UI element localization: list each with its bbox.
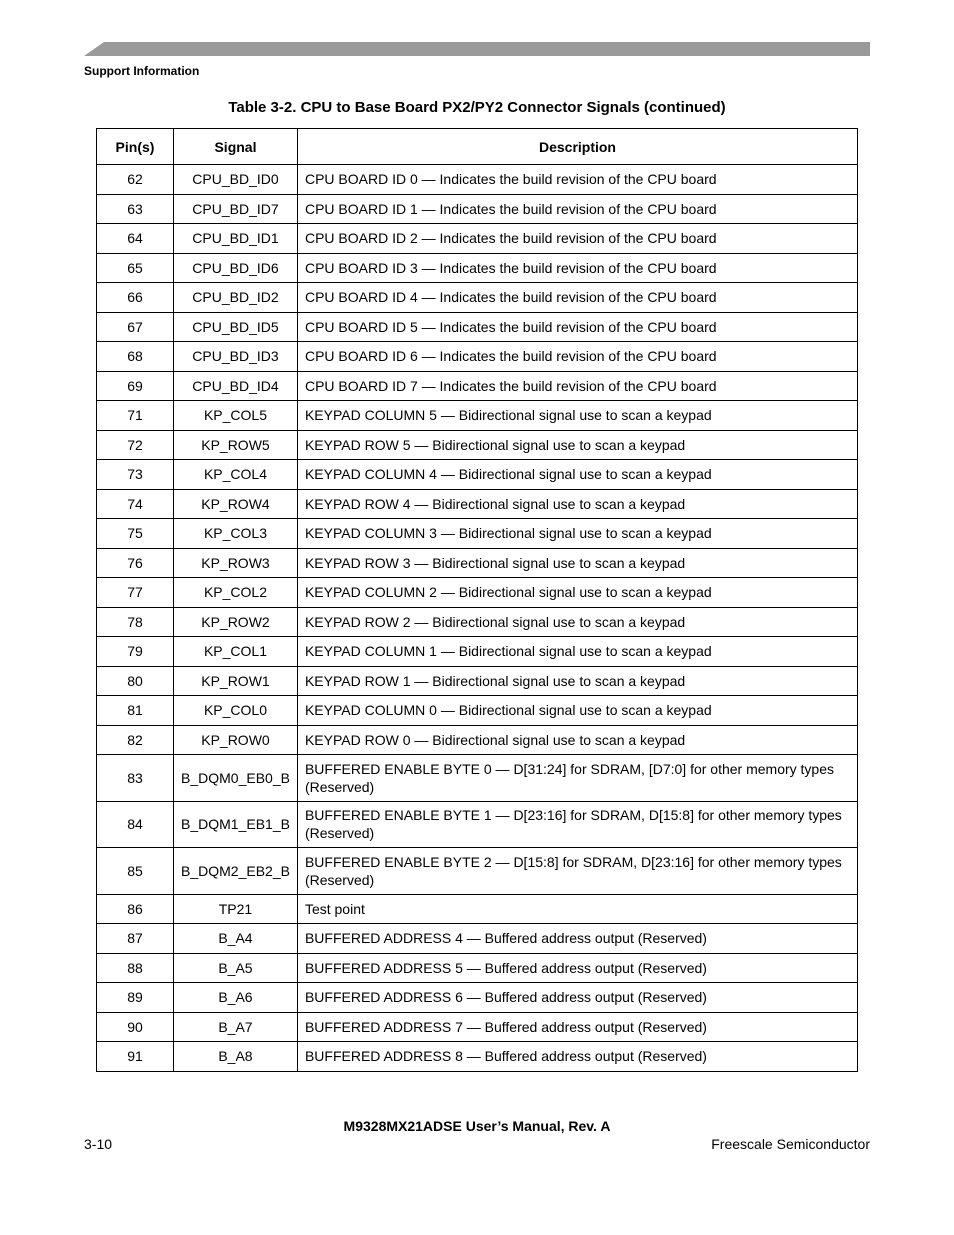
pin-cell: 71 [97, 401, 174, 431]
signal-cell: KP_ROW1 [174, 666, 298, 696]
signal-cell: CPU_BD_ID0 [174, 165, 298, 195]
signal-cell: KP_ROW0 [174, 725, 298, 755]
pin-cell: 86 [97, 894, 174, 924]
table-row [97, 725, 858, 755]
column-header-signal: Signal [174, 129, 298, 165]
table-row [97, 696, 858, 726]
pin-cell: 63 [97, 194, 174, 224]
pin-cell: 74 [97, 489, 174, 519]
signal-cell: B_DQM1_EB1_B [174, 801, 298, 848]
description-cell: KEYPAD COLUMN 4 — Bidirectional signal use to scan a keypad [297, 460, 857, 490]
table-row [97, 312, 858, 342]
signal-cell: CPU_BD_ID2 [174, 283, 298, 313]
pin-cell: 62 [97, 165, 174, 195]
description-cell: KEYPAD COLUMN 0 — Bidirectional signal use to scan a keypad [297, 696, 857, 726]
header-bar [84, 42, 870, 56]
pin-cell: 83 [97, 755, 174, 802]
footer-title: M9328MX21ADSE User’s Manual, Rev. A [343, 1118, 611, 1134]
pin-cell: 85 [97, 848, 174, 895]
description-cell: BUFFERED ENABLE BYTE 2 — D[15:8] for SDRAM, D[23:16] for other memory types (Reserved) [297, 848, 857, 895]
signal-cell: B_A4 [174, 924, 298, 954]
pin-cell: 88 [97, 953, 174, 983]
column-header-description: Description [297, 129, 857, 165]
signal-cell: KP_ROW2 [174, 607, 298, 637]
description-cell: KEYPAD ROW 0 — Bidirectional signal use to scan a keypad [297, 725, 857, 755]
signal-cell: CPU_BD_ID7 [174, 194, 298, 224]
table-row [97, 489, 858, 519]
table-row [97, 1012, 858, 1042]
description-cell: KEYPAD COLUMN 1 — Bidirectional signal use to scan a keypad [297, 637, 857, 667]
table-row [97, 253, 858, 283]
description-cell: Test point [297, 894, 857, 924]
signal-cell: B_A7 [174, 1012, 298, 1042]
table-row [97, 848, 858, 895]
table-header-row [97, 129, 858, 165]
description-cell: CPU BOARD ID 3 — Indicates the build revision of the CPU board [297, 253, 857, 283]
description-cell: KEYPAD COLUMN 2 — Bidirectional signal use to scan a keypad [297, 578, 857, 608]
pin-cell: 67 [97, 312, 174, 342]
table-row [97, 578, 858, 608]
pin-cell: 65 [97, 253, 174, 283]
signal-cell: B_DQM0_EB0_B [174, 755, 298, 802]
signal-cell: CPU_BD_ID1 [174, 224, 298, 254]
table-row [97, 194, 858, 224]
description-cell: CPU BOARD ID 2 — Indicates the build revision of the CPU board [297, 224, 857, 254]
pin-cell: 69 [97, 371, 174, 401]
pin-cell: 87 [97, 924, 174, 954]
table-row [97, 165, 858, 195]
pin-cell: 76 [97, 548, 174, 578]
signal-cell: KP_COL3 [174, 519, 298, 549]
description-cell: CPU BOARD ID 7 — Indicates the build revision of the CPU board [297, 371, 857, 401]
signal-cell: B_A6 [174, 983, 298, 1013]
signal-cell: KP_ROW4 [174, 489, 298, 519]
signal-cell: B_A8 [174, 1042, 298, 1072]
description-cell: CPU BOARD ID 4 — Indicates the build revision of the CPU board [297, 283, 857, 313]
description-cell: CPU BOARD ID 0 — Indicates the build revision of the CPU board [297, 165, 857, 195]
signals-table [96, 128, 858, 1072]
description-cell: KEYPAD COLUMN 3 — Bidirectional signal use to scan a keypad [297, 519, 857, 549]
table-row [97, 401, 858, 431]
description-cell: KEYPAD COLUMN 5 — Bidirectional signal use to scan a keypad [297, 401, 857, 431]
description-cell: BUFFERED ADDRESS 8 — Buffered address output (Reserved) [297, 1042, 857, 1072]
table-row [97, 666, 858, 696]
pin-cell: 75 [97, 519, 174, 549]
pin-cell: 82 [97, 725, 174, 755]
column-header-pins: Pin(s) [97, 129, 174, 165]
table-row [97, 342, 858, 372]
table-row [97, 283, 858, 313]
description-cell: BUFFERED ENABLE BYTE 1 — D[23:16] for SDRAM, D[15:8] for other memory types (Reserved) [297, 801, 857, 848]
signal-cell: KP_COL0 [174, 696, 298, 726]
table-row [97, 548, 858, 578]
company-name: Freescale Semiconductor [711, 1136, 870, 1152]
pin-cell: 66 [97, 283, 174, 313]
table-row [97, 894, 858, 924]
table-row [97, 1042, 858, 1072]
pin-cell: 64 [97, 224, 174, 254]
table-row [97, 755, 858, 802]
signal-cell: KP_ROW5 [174, 430, 298, 460]
description-cell: BUFFERED ADDRESS 6 — Buffered address output (Reserved) [297, 983, 857, 1013]
signal-cell: KP_ROW3 [174, 548, 298, 578]
signal-cell: KP_COL5 [174, 401, 298, 431]
pin-cell: 89 [97, 983, 174, 1013]
pin-cell: 72 [97, 430, 174, 460]
table-row [97, 801, 858, 848]
signal-cell: CPU_BD_ID3 [174, 342, 298, 372]
pin-cell: 79 [97, 637, 174, 667]
description-cell: KEYPAD ROW 1 — Bidirectional signal use to scan a keypad [297, 666, 857, 696]
description-cell: BUFFERED ADDRESS 5 — Buffered address output (Reserved) [297, 953, 857, 983]
signal-cell: CPU_BD_ID6 [174, 253, 298, 283]
signal-cell: TP21 [174, 894, 298, 924]
pin-cell: 80 [97, 666, 174, 696]
description-cell: CPU BOARD ID 1 — Indicates the build revision of the CPU board [297, 194, 857, 224]
table-row [97, 983, 858, 1013]
signal-cell: B_A5 [174, 953, 298, 983]
pin-cell: 81 [97, 696, 174, 726]
table-row [97, 924, 858, 954]
table-row [97, 953, 858, 983]
pin-cell: 91 [97, 1042, 174, 1072]
description-cell: CPU BOARD ID 6 — Indicates the build revision of the CPU board [297, 342, 857, 372]
signal-cell: CPU_BD_ID4 [174, 371, 298, 401]
section-label: Support Information [84, 64, 200, 78]
pin-cell: 84 [97, 801, 174, 848]
table-row [97, 224, 858, 254]
table-row [97, 371, 858, 401]
table-row [97, 607, 858, 637]
description-cell: BUFFERED ADDRESS 7 — Buffered address output (Reserved) [297, 1012, 857, 1042]
description-cell: BUFFERED ENABLE BYTE 0 — D[31:24] for SDRAM, [D7:0] for other memory types (Reserved) [297, 755, 857, 802]
description-cell: CPU BOARD ID 5 — Indicates the build revision of the CPU board [297, 312, 857, 342]
pin-cell: 73 [97, 460, 174, 490]
pin-cell: 68 [97, 342, 174, 372]
description-cell: KEYPAD ROW 5 — Bidirectional signal use to scan a keypad [297, 430, 857, 460]
table-row [97, 519, 858, 549]
table-row [97, 460, 858, 490]
signal-cell: KP_COL1 [174, 637, 298, 667]
description-cell: BUFFERED ADDRESS 4 — Buffered address output (Reserved) [297, 924, 857, 954]
table-row [97, 430, 858, 460]
description-cell: KEYPAD ROW 3 — Bidirectional signal use to scan a keypad [297, 548, 857, 578]
description-cell: KEYPAD ROW 4 — Bidirectional signal use to scan a keypad [297, 489, 857, 519]
pin-cell: 78 [97, 607, 174, 637]
signal-cell: KP_COL2 [174, 578, 298, 608]
pin-cell: 90 [97, 1012, 174, 1042]
description-cell: KEYPAD ROW 2 — Bidirectional signal use to scan a keypad [297, 607, 857, 637]
signal-cell: CPU_BD_ID5 [174, 312, 298, 342]
page-number: 3-10 [84, 1136, 113, 1152]
signal-cell: B_DQM2_EB2_B [174, 848, 298, 895]
table-title: Table 3-2. CPU to Base Board PX2/PY2 Connector Signals (continued) [228, 99, 726, 116]
signal-cell: KP_COL4 [174, 460, 298, 490]
table-row [97, 637, 858, 667]
pin-cell: 77 [97, 578, 174, 608]
